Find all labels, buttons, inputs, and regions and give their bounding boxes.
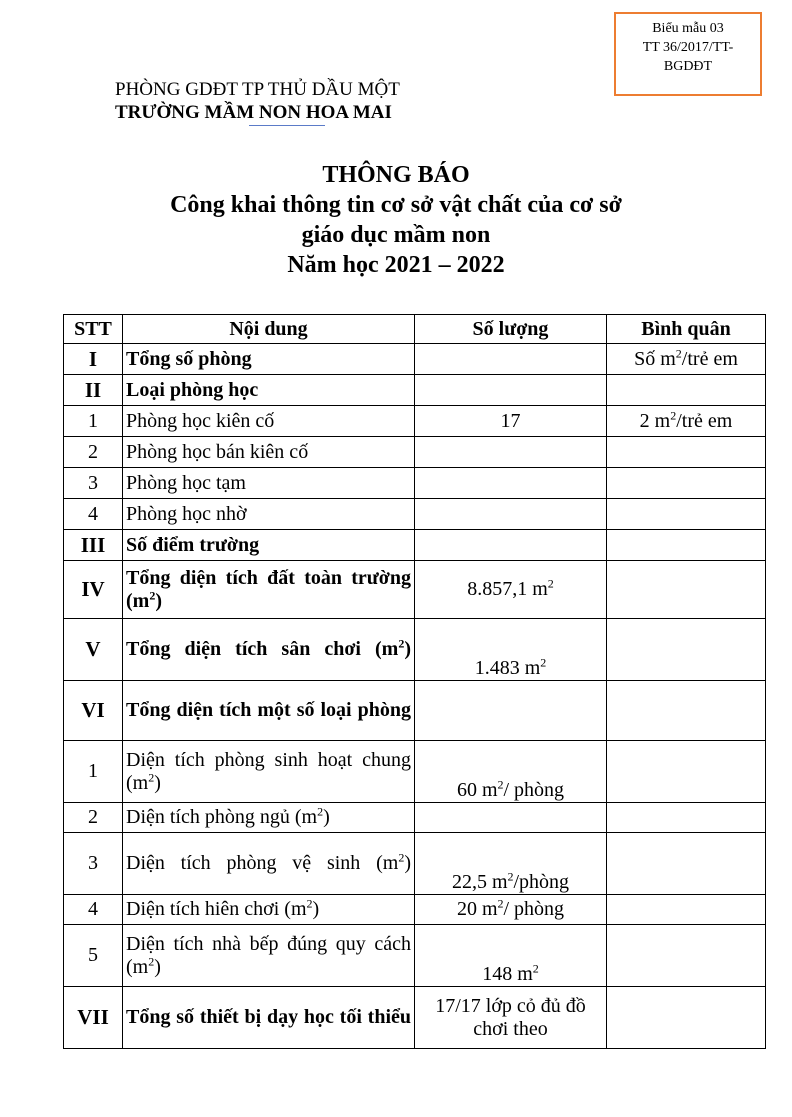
row-avg: [607, 437, 766, 468]
row-stt: 3: [64, 833, 123, 895]
row-stt: 4: [64, 499, 123, 530]
row-content: Diện tích phòng sinh hoạt chung $(m^2)$: [123, 741, 415, 803]
row-avg: [607, 895, 766, 925]
title-line-1: THÔNG BÁO: [322, 162, 470, 188]
table-row: [64, 375, 766, 406]
row-qty: 20 $m^2/$ phòng: [415, 895, 607, 925]
form-code-box: [614, 12, 762, 96]
row-avg: [607, 987, 766, 1049]
row-content: Số điểm trường: [123, 530, 415, 561]
title-line-2: Công khai thông tin cơ sở vật chất của cơ sở: [170, 192, 622, 218]
row-qty: 1.483 $m^2$: [415, 619, 607, 681]
table-header-row: [64, 315, 766, 344]
table-row: [64, 681, 766, 741]
row-qty: [415, 375, 607, 406]
form-code-line3: BGDĐT: [663, 59, 713, 74]
row-qty: [415, 468, 607, 499]
row-content: Phòng học tạm: [123, 468, 415, 499]
row-content: Diện tích phòng vệ $\sinh (m^2)$: [123, 833, 415, 895]
row-qty: [415, 499, 607, 530]
row-qty: [415, 437, 607, 468]
row-avg: [607, 561, 766, 619]
table-row: [64, 833, 766, 895]
row-avg: Số $m^2$/trẻ em: [607, 344, 766, 375]
row-content: Phòng học kiên cố: [123, 406, 415, 437]
row-avg: [607, 741, 766, 803]
row-stt: I: [64, 344, 123, 375]
table-row: [64, 987, 766, 1049]
row-content: Phòng học nhờ: [123, 499, 415, 530]
document-header: [115, 78, 400, 124]
row-stt: V: [64, 619, 123, 681]
row-avg: [607, 925, 766, 987]
org-name: PHÒNG GDĐT TP THỦ DẦU MỘT: [115, 79, 400, 100]
table-row: [64, 530, 766, 561]
row-stt: IV: [64, 561, 123, 619]
row-avg: [607, 375, 766, 406]
row-avg: [607, 468, 766, 499]
table-row: [64, 561, 766, 619]
row-stt: 1: [64, 741, 123, 803]
table-row: [64, 344, 766, 375]
row-qty: 17/17 lớp cỏ đủ đồ chơi theo: [415, 987, 607, 1049]
table-row: [64, 406, 766, 437]
title-line-3: giáo dục mầm non: [301, 222, 491, 248]
row-avg: [607, 530, 766, 561]
row-qty: 17: [415, 406, 607, 437]
row-stt: III: [64, 530, 123, 561]
header-qty: Số lượng: [415, 315, 607, 344]
row-content: Diện tích phòng ngủ $(m^2)$: [123, 803, 415, 833]
title-line-4: Năm học 2021 – 2022: [287, 252, 505, 278]
table-row: [64, 619, 766, 681]
row-content: Diện tích hiên chơi $(m^2)$: [123, 895, 415, 925]
form-code-line1: Biểu mẫu 03: [652, 21, 724, 36]
row-stt: 2: [64, 803, 123, 833]
facilities-table: [63, 314, 766, 1049]
row-qty: [415, 681, 607, 741]
form-code-line2: TT 36/2017/TT-: [642, 40, 734, 55]
row-content: Tổng số thiết bị dạy học tối thiểu: [123, 987, 415, 1049]
row-avg: [607, 833, 766, 895]
table-row: [64, 925, 766, 987]
table-row: [64, 499, 766, 530]
row-stt: 3: [64, 468, 123, 499]
row-qty: 60 $m^2/$ phòng: [415, 741, 607, 803]
row-content: Tổng diện tích một số loại phòng: [123, 681, 415, 741]
header-content: Nội dung: [123, 315, 415, 344]
row-qty: [415, 530, 607, 561]
header-avg: Bình quân: [607, 315, 766, 344]
row-qty: 148 $m^2$: [415, 925, 607, 987]
row-content: Tổng số phòng: [123, 344, 415, 375]
row-content: Tổng diện tích đất toàn trường $(m^2)$: [123, 561, 415, 619]
row-stt: II: [64, 375, 123, 406]
row-qty: [415, 344, 607, 375]
row-avg: 2 $m^2$/trẻ em: [607, 406, 766, 437]
row-stt: 2: [64, 437, 123, 468]
row-avg: [607, 619, 766, 681]
header-underline: [249, 125, 325, 126]
row-qty: 22,5 $m^2$/phòng: [415, 833, 607, 895]
row-stt: VII: [64, 987, 123, 1049]
school-name: TRƯỜNG MẦM NON HOA MAI: [115, 102, 392, 123]
table-row: [64, 741, 766, 803]
row-content: Tổng diện tích sân chơi $(m^2)$: [123, 619, 415, 681]
table-row: [64, 803, 766, 833]
row-qty: 8.857,1 $m^2$: [415, 561, 607, 619]
table-row: [64, 437, 766, 468]
row-avg: [607, 499, 766, 530]
row-avg: [607, 803, 766, 833]
row-stt: 1: [64, 406, 123, 437]
row-avg: [607, 681, 766, 741]
row-content: Diện tích nhà bếp đúng quy cách $(m^2)$: [123, 925, 415, 987]
document-title: [0, 160, 792, 280]
row-stt: 5: [64, 925, 123, 987]
row-content: Phòng học bán kiên cố: [123, 437, 415, 468]
table-row: [64, 468, 766, 499]
row-qty: [415, 803, 607, 833]
row-stt: VI: [64, 681, 123, 741]
table-row: [64, 895, 766, 925]
header-stt: STT: [64, 315, 123, 344]
row-stt: 4: [64, 895, 123, 925]
row-content: Loại phòng học: [123, 375, 415, 406]
